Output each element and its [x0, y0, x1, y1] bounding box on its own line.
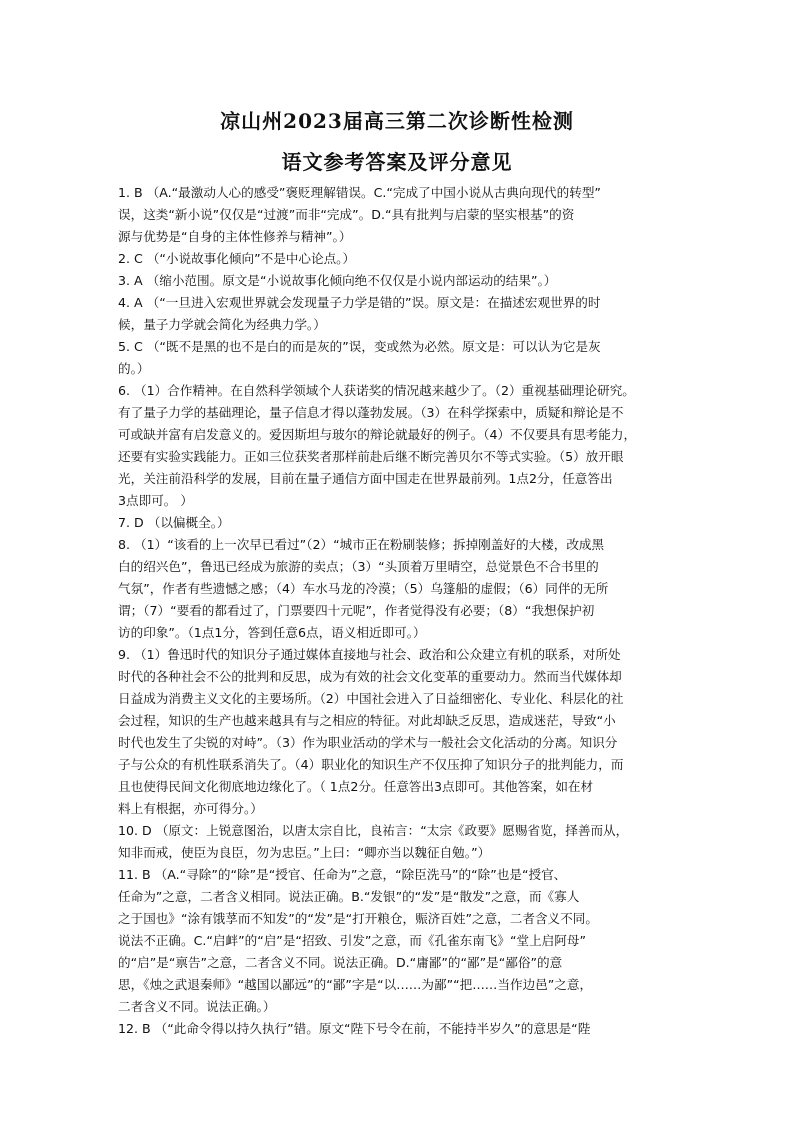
answer-line: 可或缺并富有启发意义的。爱因斯坦与玻尔的辩论就最好的例子。（4）不仅要具有思考能力，	[118, 427, 637, 442]
answer-line: 还要有实验实践能力。正如三位获奖者那样前赴后继不断完善贝尔不等式实验。（5）放开眼	[118, 449, 624, 464]
answer-line: 8. （1）“该看的上一次早已看过”（2）“城市正在粉刷装修；拆掉刚盖好的大楼，改成黑	[118, 537, 605, 552]
answer-line: 子与公众的有机性联系消失了。（4）职业化的知识生产不仅压抑了知识分子的批判能力，而	[118, 757, 624, 772]
answer-line: 知非而戒，使臣为良臣，勿为忠臣。”上曰：“卿亦当以魏征自勉。”）	[118, 845, 491, 860]
answer-line: 料上有根据，亦可得分。）	[118, 801, 263, 816]
answer-line: 时代的各种社会不公的批判和反思，成为有效的社会文化变革的重要动力。然而当代媒体却	[118, 669, 622, 684]
answer-line: 光，关注前沿科学的发展，目前在量子通信方面中国走在世界最前列。1点2分，任意答出	[118, 471, 613, 486]
answer-line: 候，量子力学就会简化为经典力学。）	[118, 317, 326, 332]
document-title: 凉山州2023届高三第二次诊断性检测	[220, 109, 574, 133]
answer-line: 时代也发生了尖锐的对峙”。（3）作为职业活动的学术与一般社会文化活动的分离。知识分	[118, 735, 618, 750]
answer-line: 说法不正确。C.“启衅”的“启”是“招致、引发”之意，而《孔雀东南飞》“堂上启阿母”	[118, 933, 586, 948]
answer-item	[118, 864, 678, 1018]
answer-line: 9. （1）鲁迅时代的知识分子通过媒体直接地与社会、政治和公众建立有机的联系，对所处	[118, 647, 621, 662]
document-subtitle: 语文参考答案及评分意见	[281, 150, 513, 174]
answer-line: 日益成为消费主义文化的主要场所。（2）中国社会进入了日益细密化、专业化、科层化的社	[118, 691, 624, 706]
answer-line: 有了量子力学的基础理论，量子信息才得以蓬勃发展。（3）在科学探索中，质疑和辩论是不	[118, 405, 624, 420]
answer-line: 之于国也》“涂有饿莩而不知发”的“发”是“打开粮仓，赈济百姓”之意，二者含义不同。	[118, 911, 598, 926]
answer-line: 6. （1）合作精神。在自然科学领域个人获诺奖的情况越来越少了。（2）重视基础理论研究。	[118, 383, 635, 398]
answer-line: 11. B （A.“寻除”的“除”是“授官、任命为”之意，“除臣洗马”的“除”也是“授官、	[118, 867, 567, 882]
answer-line: 12. B （“此命令得以持久执行”错。原文“陛下号令在前，不能持半岁久”的意思是“陛	[118, 1021, 591, 1036]
answer-item	[118, 1018, 678, 1040]
answer-line: 二者含义不同。说法正确。）	[118, 999, 276, 1014]
answer-item	[118, 380, 678, 512]
answer-line: 2. C （“小说故事化倾向”不是中心论点。）	[118, 251, 356, 266]
answer-item	[118, 270, 678, 292]
answer-item	[118, 248, 678, 270]
answer-line: 会过程，知识的生产也越来越具有与之相应的特征。对此却缺乏反思，造成迷茫，导致“小	[118, 713, 616, 728]
answer-item	[118, 512, 678, 534]
answer-line: 白的绍兴色”，鲁迅已经成为旅游的卖点；（3）“头顶着万里晴空，总觉景色不合书里的	[118, 559, 599, 574]
answer-item	[118, 820, 678, 864]
answer-item	[118, 292, 678, 336]
answer-line: 1. B （A.“最激动人心的感受”褒贬理解错误。C.“完成了中国小说从古典向现代的转型”	[118, 185, 601, 200]
answer-line: 5. C （“既不是黑的也不是白的而是灰的”误，变或然为必然。原文是：可以认为它是灰	[118, 339, 601, 354]
answer-line: 气氛”，作者有些遗憾之感；（4）车水马龙的冷漠；（5）乌篷船的虚假；（6）同伴的无所	[118, 581, 609, 596]
answer-list	[118, 182, 678, 1040]
answer-item	[118, 534, 678, 644]
answer-line: 且也使得民间文化彻底地边缘化了。（ 1点2分。任意答出3点即可。其他答案，如在材	[118, 779, 594, 794]
answer-item	[118, 336, 678, 380]
answer-line: 7. D （以偏概全。）	[118, 515, 230, 530]
answer-line: 10. D （原文：上锐意图治，以唐太宗自比，良祐言：“太宗《政要》愿赐省览，择善而从，	[118, 823, 629, 838]
answer-line: 任命为”之意，二者含义相同。说法正确。B.“发银”的“发”是“散发”之意，而《寡人	[118, 889, 580, 904]
answer-item	[118, 644, 678, 820]
answer-line: 谓；（7）“要看的都看过了，门票要四十元呢”，作者觉得没有必要；（8）“我想保护初	[118, 603, 595, 618]
answer-line: 3点即可。 ）	[118, 493, 193, 508]
answer-line: 4. A （“一旦进入宏观世界就会发现量子力学是错的”误。原文是：在描述宏观世界的时	[118, 295, 601, 310]
answer-line: 访的印象”。（1点1分，答到任意6点，语义相近即可。）	[118, 625, 426, 640]
answer-line: 误，这类“新小说”仅仅是“过渡”而非“完成”。D.“具有批判与启蒙的坚实根基”的资	[118, 207, 575, 222]
answer-line: 的。）	[118, 361, 150, 376]
answer-line: 源与优势是“自身的主体性修养与精神”。）	[118, 229, 352, 244]
answer-line: 思，《烛之武退秦师》“越国以鄙远”的“鄙”字是“以……为鄙”“把……当作边邑”之意，	[118, 977, 593, 992]
answer-line: 3. A （缩小范围。原文是“小说故事化倾向绝不仅仅是小说内部运动的结果”。）	[118, 273, 557, 288]
answer-line: 的“启”是“禀告”之意，二者含义不同。说法正确。D.“庸鄙”的“鄙”是“鄙俗”的意	[118, 955, 563, 970]
answer-item	[118, 182, 678, 248]
